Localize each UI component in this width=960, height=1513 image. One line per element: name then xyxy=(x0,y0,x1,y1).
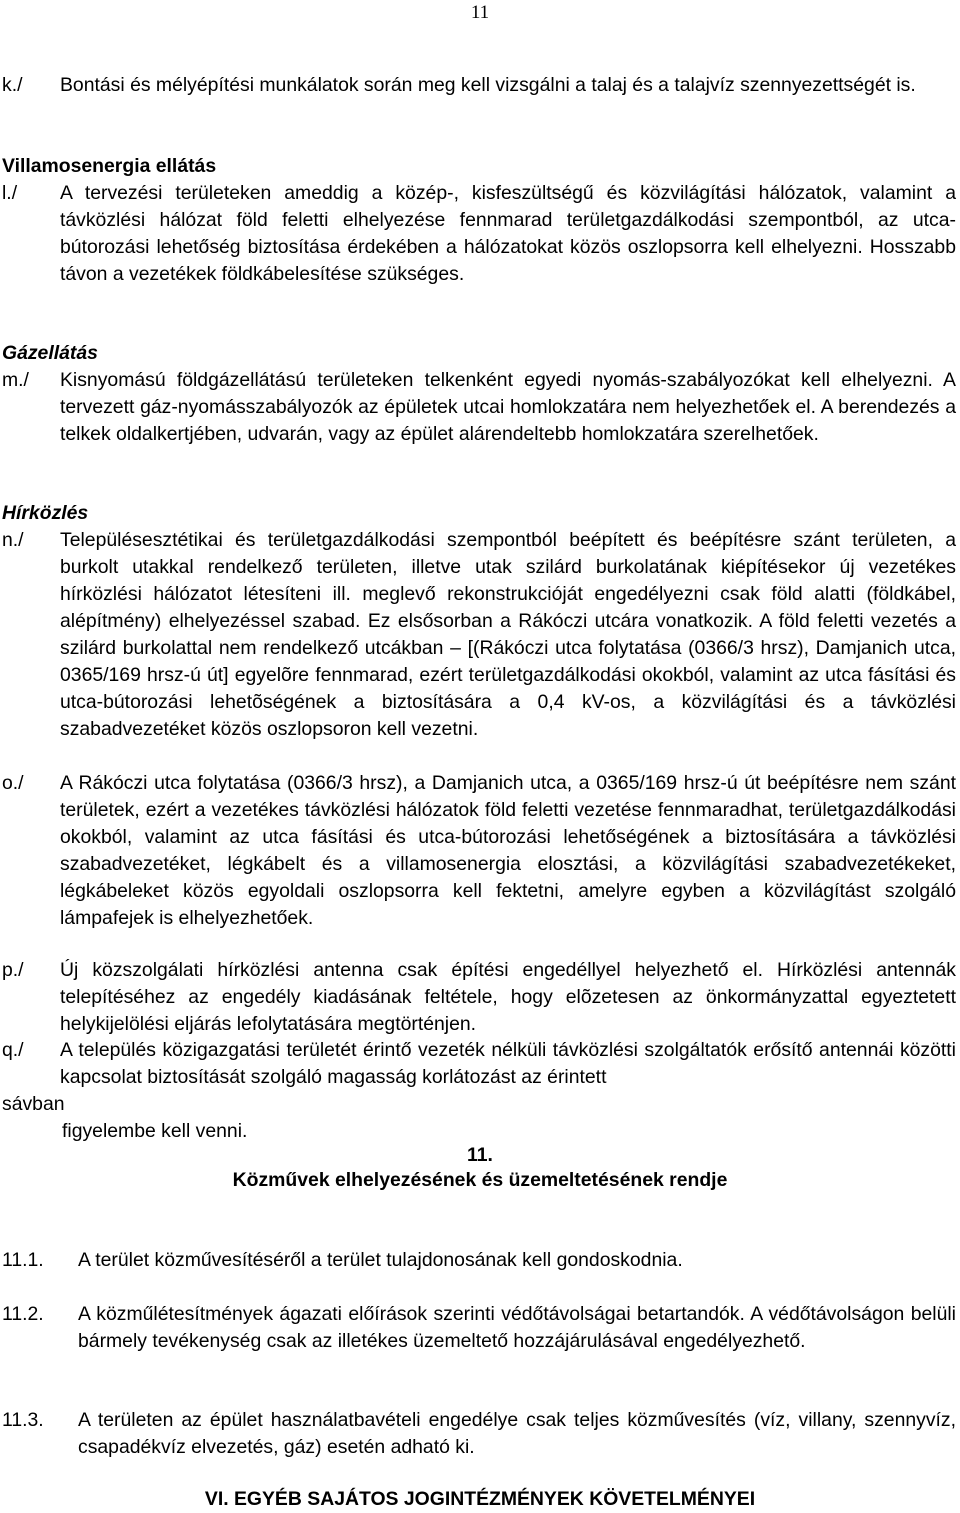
list-item-q-continuation: sávban xyxy=(2,1093,65,1115)
item-text: A Rákóczi utca folytatása (0366/3 hrsz), a Damjanich utca, a 0365/169 hrsz-ú út beépítésre nem szánt területek, ezért a vezetékes távközlési hálózatok föld feletti vezetése fennmaradhat, területgazdálkodási okokból, valamint az utca fásítási és utca-bútorozási lehetőségének a biztosítására a távközlési szabadvezetéket, légkábelt és a villamosenergia elosztási, a közvilágítási szabadvezetékeket, légkábeleket közös egyoldali oszlopsorra kell fektetni, amelyre egyben a közvilágítást szolgáló lámpafejek is elhelyezhetőek. xyxy=(60,772,956,929)
item-text: Kisnyomású földgázellátású területeken telkenként egyedi nyomás-szabályozókat kell elhelyezni. A tervezett gáz-nyomásszabályozók az épületek utcai homlokzatára nem helyezhetőek el. A berendezés a telkek oldalkertjében, udvarán, vagy az épület alárendeltebb homlokzatára szerelhetőek. xyxy=(60,369,956,445)
page-number: 11 xyxy=(470,2,490,23)
list-item-o xyxy=(0,770,956,932)
list-item-l xyxy=(0,180,956,288)
item-text: Új közszolgálati hírközlési antenna csak építési engedéllyel helyezhető el. Hírközlési antennák telepítéséhez az engedély kiadásának feltétele, hogy elõzetesen az önkormányzattal egyeztetett helykijelölési eljárás lefolytatására megtörténjen. xyxy=(60,959,956,1035)
list-item-m xyxy=(0,367,956,448)
list-item-q-last-line: figyelembe kell venni. xyxy=(62,1120,248,1142)
section-heading-gazellatas: Gázellátás xyxy=(2,342,98,364)
item-label: k./ xyxy=(2,74,23,96)
list-item-p xyxy=(0,957,956,1038)
item-label: 11.3. xyxy=(2,1409,44,1431)
item-text: Bontási és mélyépítési munkálatok során meg kell vizsgálni a talaj és a talajvíz szennyezettségét is. xyxy=(60,74,916,96)
list-item-k xyxy=(0,72,956,99)
list-item-n xyxy=(0,527,956,743)
item-label: l./ xyxy=(2,182,18,204)
item-text: A közműlétesítmények ágazati előírások szerinti védőtávolságai betartandók. A védőtávolságon belüli bármely tevékenység csak az illetékes üzemeltető hozzájárulásával engedélyezhető. xyxy=(78,1303,956,1352)
item-text: A terület közművesítéséről a terület tulajdonosának kell gondoskodnia. xyxy=(78,1249,683,1271)
section-heading-villamosenergia: Villamosenergia ellátás xyxy=(2,155,217,177)
numbered-item-11-1 xyxy=(0,1247,956,1274)
chapter-number: 11. xyxy=(467,1144,493,1166)
section-heading-hirkozles: Hírközlés xyxy=(2,502,89,524)
next-chapter-title: VI. EGYÉB SAJÁTOS JOGINTÉZMÉNYEK KÖVETELMÉNYEI xyxy=(204,1488,756,1510)
item-label: 11.2. xyxy=(2,1303,44,1325)
item-label: q./ xyxy=(2,1039,24,1061)
item-text: A település közigazgatási területét érintő vezeték nélküli távközlési szolgáltatók erősítő antennái közötti kapcsolat biztosítását szolgáló magasság korlátozást az érintett xyxy=(60,1039,956,1088)
chapter-title: Közművek elhelyezésének és üzemeltetésének rendje xyxy=(232,1169,728,1191)
item-label: n./ xyxy=(2,529,24,551)
numbered-item-11-3 xyxy=(0,1407,956,1461)
item-label: m./ xyxy=(2,369,29,391)
item-text: A tervezési területeken ameddig a közép-, kisfeszültségű és közvilágítási hálózatok, valamint a távközlési hálózat föld feletti elhelyezése fennmarad területgazdálkodási szempontból, az utca-bútorozási lehetőség biztosítása érdekében a hálózatokat közös oszlopsorra kell elhelyezni. Hosszabb távon a vezetékek földkábelesítése szükséges. xyxy=(60,182,956,285)
item-label: o./ xyxy=(2,772,24,794)
item-label: 11.1. xyxy=(2,1249,44,1271)
list-item-q xyxy=(0,1037,956,1091)
item-text: A területen az épület használatbavételi engedélye csak teljes közművesítés (víz, villany, szennyvíz, csapadékvíz elvezetés, gáz) esetén adható ki. xyxy=(78,1409,956,1458)
item-text: Településesztétikai és területgazdálkodási szempontból beépített és beépítésre szánt területen, a burkolt utakkal rendelkező területen, illetve utak szilárd burkolatának kiépítésekor új vezetékes hírközlési hálózatot létesíteni ill. meglevő rekonstrukcióját engedélyezni csak föld alatti (földkábel, alépítmény) elhelyezéssel szabad. Ez elsősorban a Rákóczi utcára vonatkozik. A föld feletti vezetés a szilárd burkolattal nem rendelkező utcákban – [(Rákóczi utca folytatása (0366/3 hrsz), Damjanich utca, 0365/169 hrsz-ú út] egyelõre fennmarad, ezért területgazdálkodási okokból, valamint az utca fásítási és utca-bútorozási lehetõségének a biztosítására a 0,4 kV-os, a közvilágítási és a távközlési szabadvezetéket közös oszlopsoron kell vezetni. xyxy=(60,529,956,740)
item-label: p./ xyxy=(2,959,24,981)
numbered-item-11-2 xyxy=(0,1301,956,1355)
